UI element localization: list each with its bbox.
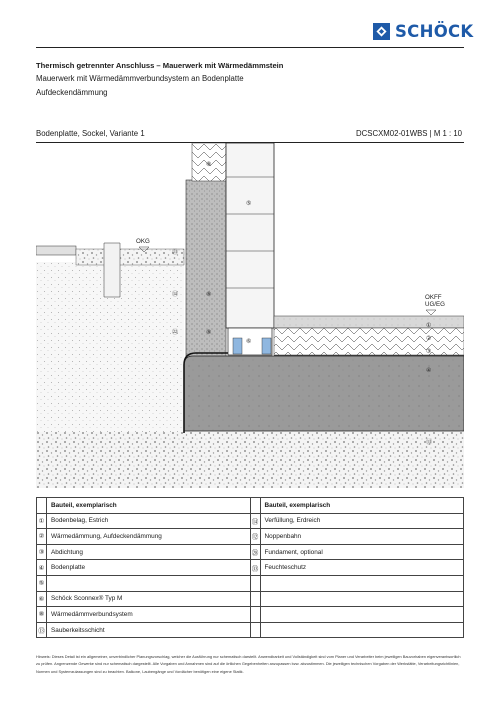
paving-bed [76, 249, 184, 265]
brand-logo-icon [373, 23, 390, 40]
legend-row: ⑧ Wärmedämmverbundsystem [37, 607, 464, 623]
marker-floor-insulation [426, 335, 431, 342]
sconnex-module-2 [262, 338, 271, 354]
drawing-code: DCSCXM02-01WBS | M 1 : 10 [355, 129, 462, 138]
svg-text:⑬: ⑬ [172, 250, 179, 256]
legend-row: ③ Abdichtung ㉘ Fundament, optional [37, 544, 464, 560]
legend-row: ② Wärmedämmung, Aufdeckendämmung ⑫ Noppenbahn [37, 529, 464, 545]
legend-row: ⑥ Schöck Sconnex® Typ M [37, 591, 464, 607]
legend-row: ⑬ Sauberkeitsschicht [37, 622, 464, 638]
sconnex-module-1 [233, 338, 242, 354]
kerb-stone [36, 246, 76, 255]
svg-text:①: ① [426, 323, 432, 329]
brand-logo [373, 22, 474, 41]
marker-slab [426, 367, 431, 374]
marker-insulation-upper [206, 161, 211, 168]
legend-row: ① Bodenbelag, Estrich ⑭ Verfüllung, Erdreich [37, 513, 464, 529]
label-ug-eg: UG/EG [425, 301, 445, 308]
floor-screed [274, 316, 464, 328]
svg-text:⑧: ⑧ [206, 162, 212, 168]
marker-screed [426, 322, 431, 329]
drawing-title: Thermisch getrennter Anschluss – Mauerwerk mit Wärmedämmstein [36, 61, 284, 70]
svg-text:⑭: ⑭ [172, 292, 179, 298]
svg-text:㉒: ㉒ [172, 330, 179, 336]
marker-foundation [172, 328, 178, 336]
svg-text:⑤: ⑤ [246, 201, 252, 207]
floor-insulation [274, 328, 464, 355]
subtitle-1: Mauerwerk mit Wärmedämmverbundsystem an Bodenplatte [36, 74, 244, 83]
svg-text:②: ② [426, 336, 432, 342]
subtitle-3: Bodenplatte, Sockel, Variante 1 [36, 129, 145, 138]
marker-wall [246, 200, 251, 207]
header-rule-top [36, 47, 464, 48]
marker-sconnex [246, 338, 251, 345]
svg-text:⑧: ⑧ [206, 292, 212, 298]
marker-backfill [172, 290, 178, 298]
marker-etics-low [206, 329, 211, 336]
disclaimer-note: Hinweis: Dieses Detail ist ein allgemeiner, unverbindlicher Planungsvorschlag, welcher die Ausführung nur schematisch darstellt. Anwendbarkeit und Vollständigkeit sind vom Planer und Verarbeiter beim jeweiligen Bauvorhaben eigenverantwortlich zu prüfen. Angrenzende Gewerke sind nur schematisch dargestellt. Alle Vorgaben und Annahmen sind auf die örtlichen Gegebenheiten anzupassen bzw. abzustimmen. Die jeweiligen technischen Vorgaben der Werkstätte, Verarbeitungsrichtlinien, Normen und Systemzulassungen sind zu beachten. Balkone, Laubengänge und Vordächer benötigen eine eigene Statik. [36, 654, 461, 674]
legend-table [36, 497, 464, 638]
okff-triangle [426, 310, 436, 315]
legend-left-header: Bauteil, exemplarisch [47, 498, 251, 514]
svg-text:④: ④ [426, 368, 432, 374]
brand-name: SCHÖCK [395, 22, 474, 41]
svg-text:③: ③ [426, 349, 432, 355]
masonry-wall [226, 143, 274, 328]
legend-row: ⑤ [37, 575, 464, 591]
label-okg: OKG [136, 238, 150, 245]
marker-waterproofing [426, 348, 431, 355]
legend-row: ④ Bodenplatte ㉝ Feuchteschutz [37, 560, 464, 576]
legend-right-header: Bauteil, exemplarisch [260, 498, 464, 514]
detail-drawing [36, 143, 464, 488]
marker-lean-concrete [172, 248, 178, 256]
marker-etics-mid [206, 291, 211, 298]
label-okff: OKFF [425, 294, 442, 301]
svg-text:⑥: ⑥ [246, 339, 252, 345]
paving-stone [104, 243, 120, 297]
marker-gravel [426, 438, 432, 446]
svg-text:⑧: ⑧ [206, 330, 212, 336]
base-slab [184, 356, 464, 431]
svg-text:⑬: ⑬ [426, 440, 433, 446]
subtitle-2: Aufdeckendämmung [36, 88, 108, 97]
